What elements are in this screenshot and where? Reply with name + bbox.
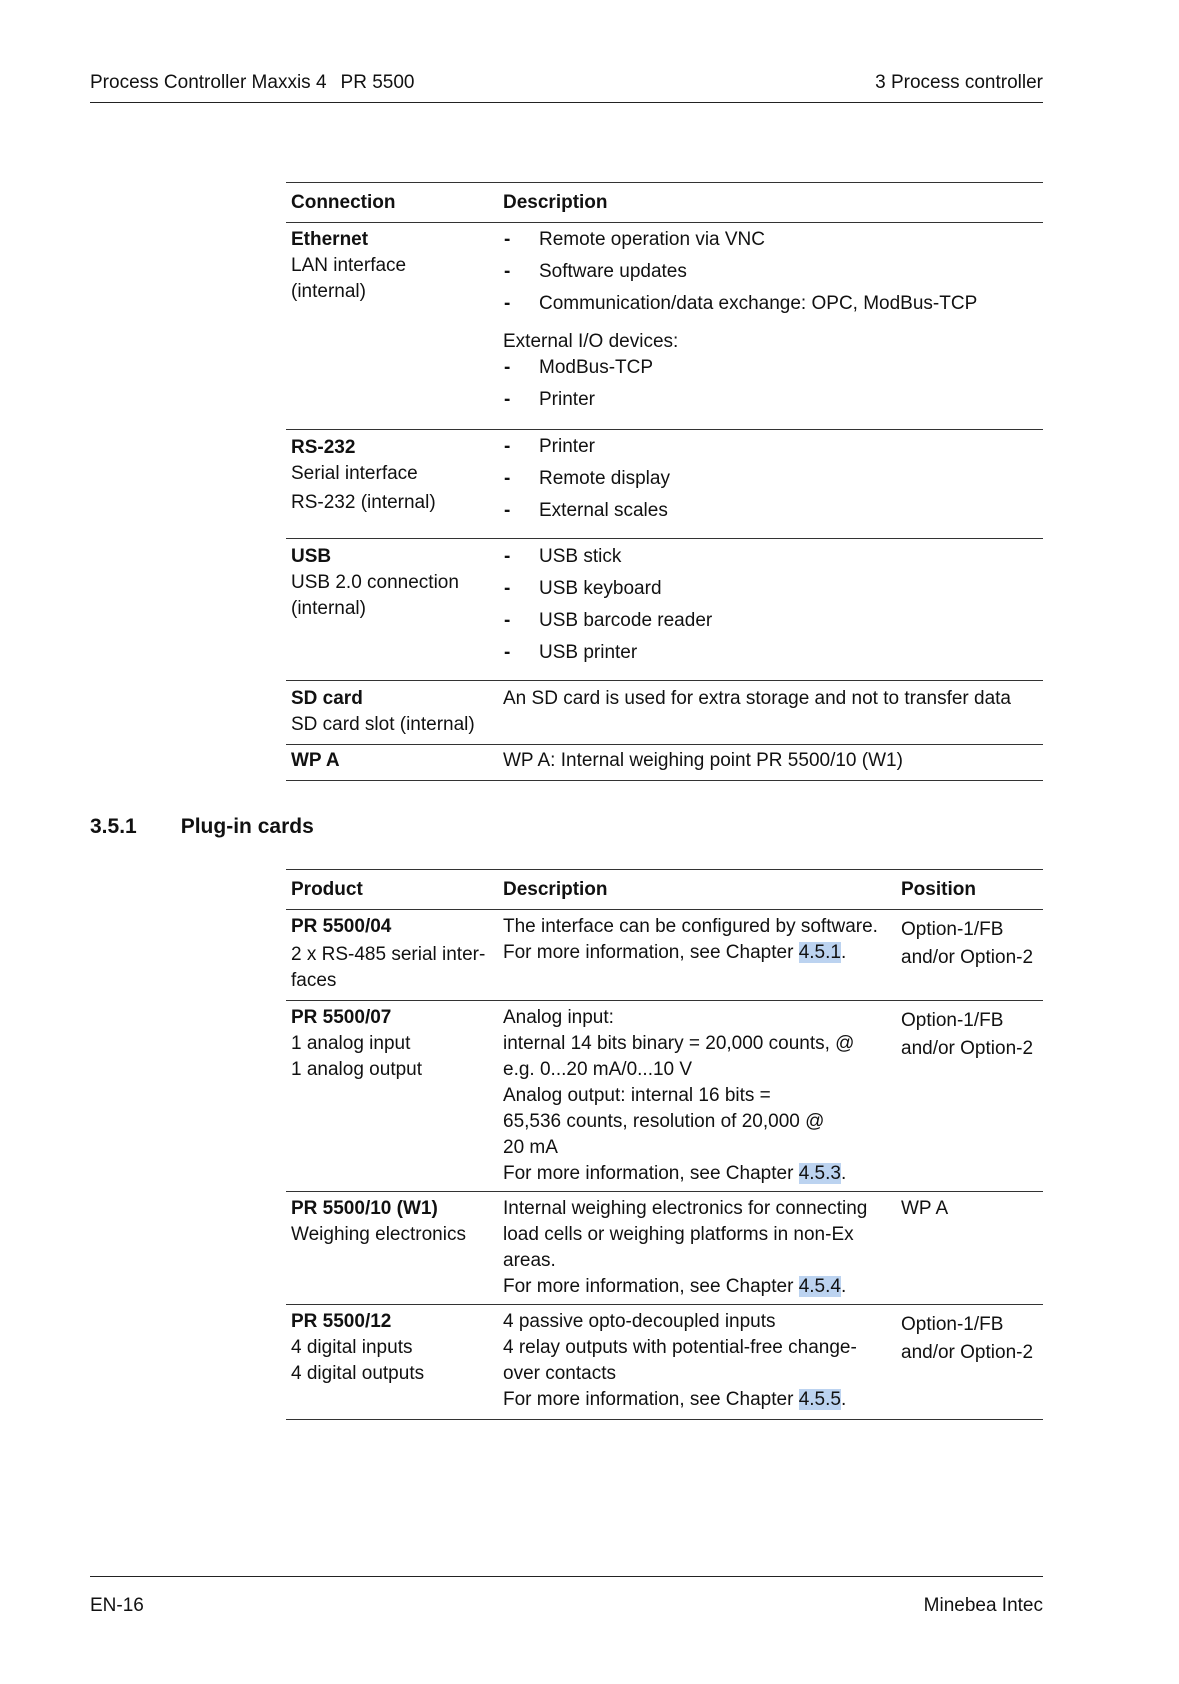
product-detail: Weighing electronics (291, 1224, 466, 1245)
conn-detail: (internal) (291, 598, 366, 619)
sd-description: An SD card is used for extra storage and not to transfer data (498, 681, 1043, 745)
list-item: - USB barcode reader (503, 608, 1043, 634)
list-item: - Printer (503, 434, 1043, 460)
row-usb (286, 539, 1043, 681)
desc-line: The interface can be configured by software. (503, 916, 878, 937)
conn-detail: Serial interface (291, 463, 418, 484)
product-name: PR 5500/04 (291, 916, 392, 937)
rs232-features (503, 434, 1043, 524)
list-item: - Software updates (503, 259, 1043, 285)
connections-table (286, 182, 1043, 781)
desc-line: 65,536 counts, resolution of 20,000 @ (503, 1111, 825, 1132)
product-detail: faces (291, 970, 337, 991)
external-io-label: External I/O devices: (503, 331, 679, 352)
list-item: - Printer (503, 387, 1043, 413)
list-item: - Communication/data exchange: OPC, ModBus-TCP (503, 291, 1043, 317)
position-value: and/or Option-2 (901, 1342, 1034, 1363)
list-item: - External scales (503, 498, 1043, 524)
conn-name: WP A (291, 750, 340, 771)
product-detail: 1 analog input (291, 1033, 411, 1054)
conn-detail: SD card slot (internal) (291, 714, 475, 735)
col-description: Description (498, 870, 896, 910)
conn-name: SD card (291, 688, 363, 709)
product-detail: 2 x RS-485 serial inter- (291, 944, 486, 965)
col-position: Position (896, 870, 1043, 910)
desc-line: 4 relay outputs with potential-free change- (503, 1337, 857, 1358)
see-chapter-text: For more information, see Chapter (503, 942, 799, 963)
page-number: EN-16 (90, 1595, 144, 1616)
conn-name: Ethernet (291, 229, 369, 250)
ethernet-features (503, 227, 1043, 317)
conn-detail: USB 2.0 connection (291, 572, 459, 593)
conn-detail: LAN interface (291, 255, 407, 276)
position-value: Option-1/FB (901, 919, 1004, 940)
position-value: Option-1/FB (901, 1010, 1004, 1031)
doc-title: Process Controller Maxxis 4 (90, 72, 327, 93)
desc-line: 20 mA (503, 1137, 558, 1158)
row-pr5500-12: PR 5500/12 4 digital inputs 4 digital outputs 4 passive opto-decoupled inputs 4 relay outputs with potential-free change- over contacts For more information, see Chapter 4.5.5. Option-1/FB and/or Option-2 (286, 1305, 1043, 1420)
chapter-title: 3 Process controller (875, 72, 1043, 93)
position-value: and/or Option-2 (901, 1038, 1034, 1059)
desc-line: Analog output: internal 16 bits = (503, 1085, 771, 1106)
section-heading (90, 815, 314, 839)
page-header (90, 70, 1043, 103)
desc-line: Internal weighing electronics for connecting (503, 1198, 868, 1219)
external-io-list (503, 355, 1043, 413)
section-title: Plug-in cards (180, 815, 314, 838)
col-product: Product (286, 870, 498, 910)
desc-line: load cells or weighing platforms in non-Ex (503, 1224, 854, 1245)
list-item: - USB keyboard (503, 576, 1043, 602)
see-chapter-text: For more information, see Chapter (503, 1389, 799, 1410)
row-pr5500-10: PR 5500/10 (W1) Weighing electronics Internal weighing electronics for connecting load cells or weighing platforms in non-Ex areas. For more information, see Chapter 4.5.4. WP A (286, 1192, 1043, 1305)
product-detail: 4 digital outputs (291, 1363, 425, 1384)
col-description: Description (498, 183, 1043, 223)
product-name: PR 5500/10 (W1) (291, 1198, 438, 1219)
row-wp-a (286, 745, 1043, 781)
desc-line: e.g. 0...20 mA/0...10 V (503, 1059, 693, 1080)
list-item: - Remote display (503, 466, 1043, 492)
product-name: PR 5500/07 (291, 1007, 392, 1028)
list-item: - Remote operation via VNC (503, 227, 1043, 253)
see-chapter-text: For more information, see Chapter (503, 1276, 799, 1297)
conn-detail: RS-232 (internal) (291, 492, 436, 513)
position-value: WP A (901, 1198, 949, 1219)
chapter-link-4-5-1[interactable]: 4.5.1 (798, 942, 841, 963)
row-sd-card (286, 681, 1043, 745)
desc-line: over contacts (503, 1363, 616, 1384)
wpa-description: WP A: Internal weighing point PR 5500/10 (W1) (498, 745, 1043, 781)
product-detail: 4 digital inputs (291, 1337, 413, 1358)
desc-line: areas. (503, 1250, 556, 1271)
col-connection: Connection (286, 183, 498, 223)
plug-in-cards-table (286, 869, 1043, 1420)
position-value: Option-1/FB (901, 1314, 1004, 1335)
list-item: - USB printer (503, 640, 1043, 666)
desc-line: 4 passive opto-decoupled inputs (503, 1311, 776, 1332)
desc-line: Analog input: (503, 1007, 614, 1028)
usb-features (503, 544, 1043, 666)
product-name: PR 5500/12 (291, 1311, 392, 1332)
chapter-link-4-5-4[interactable]: 4.5.4 (798, 1276, 841, 1297)
product-detail: 1 analog output (291, 1059, 423, 1080)
conn-name: USB (291, 546, 332, 567)
position-value: and/or Option-2 (901, 947, 1034, 968)
section-number: 3.5.1 (90, 815, 137, 838)
brand-name: Minebea Intec (923, 1595, 1043, 1616)
conn-name: RS-232 (291, 437, 356, 458)
row-ethernet (286, 223, 1043, 430)
model-name: PR 5500 (340, 72, 415, 93)
row-pr5500-07: PR 5500/07 1 analog input 1 analog output Analog input: internal 14 bits binary = 20,000 counts, @ e.g. 0...20 mA/0...10 V Analog output: internal 16 bits = 65,536 counts, resolution of 20,000 @ 20 mA For more information, see Chapter 4.5.3. Option-1/FB and/or Option-2 (286, 1001, 1043, 1192)
desc-line: internal 14 bits binary = 20,000 counts, @ (503, 1033, 855, 1054)
list-item: - USB stick (503, 544, 1043, 570)
chapter-link-4-5-5[interactable]: 4.5.5 (798, 1389, 841, 1410)
row-rs232 (286, 430, 1043, 539)
page-footer (90, 1576, 1043, 1617)
row-pr5500-04: PR 5500/04 2 x RS-485 serial inter- faces The interface can be configured by software. For more information, see Chapter 4.5.1. Option-1/FB and/or Option-2 (286, 910, 1043, 1001)
list-item: - ModBus-TCP (503, 355, 1043, 381)
conn-detail: (internal) (291, 281, 366, 302)
chapter-link-4-5-3[interactable]: 4.5.3 (798, 1163, 841, 1184)
see-chapter-text: For more information, see Chapter (503, 1163, 799, 1184)
